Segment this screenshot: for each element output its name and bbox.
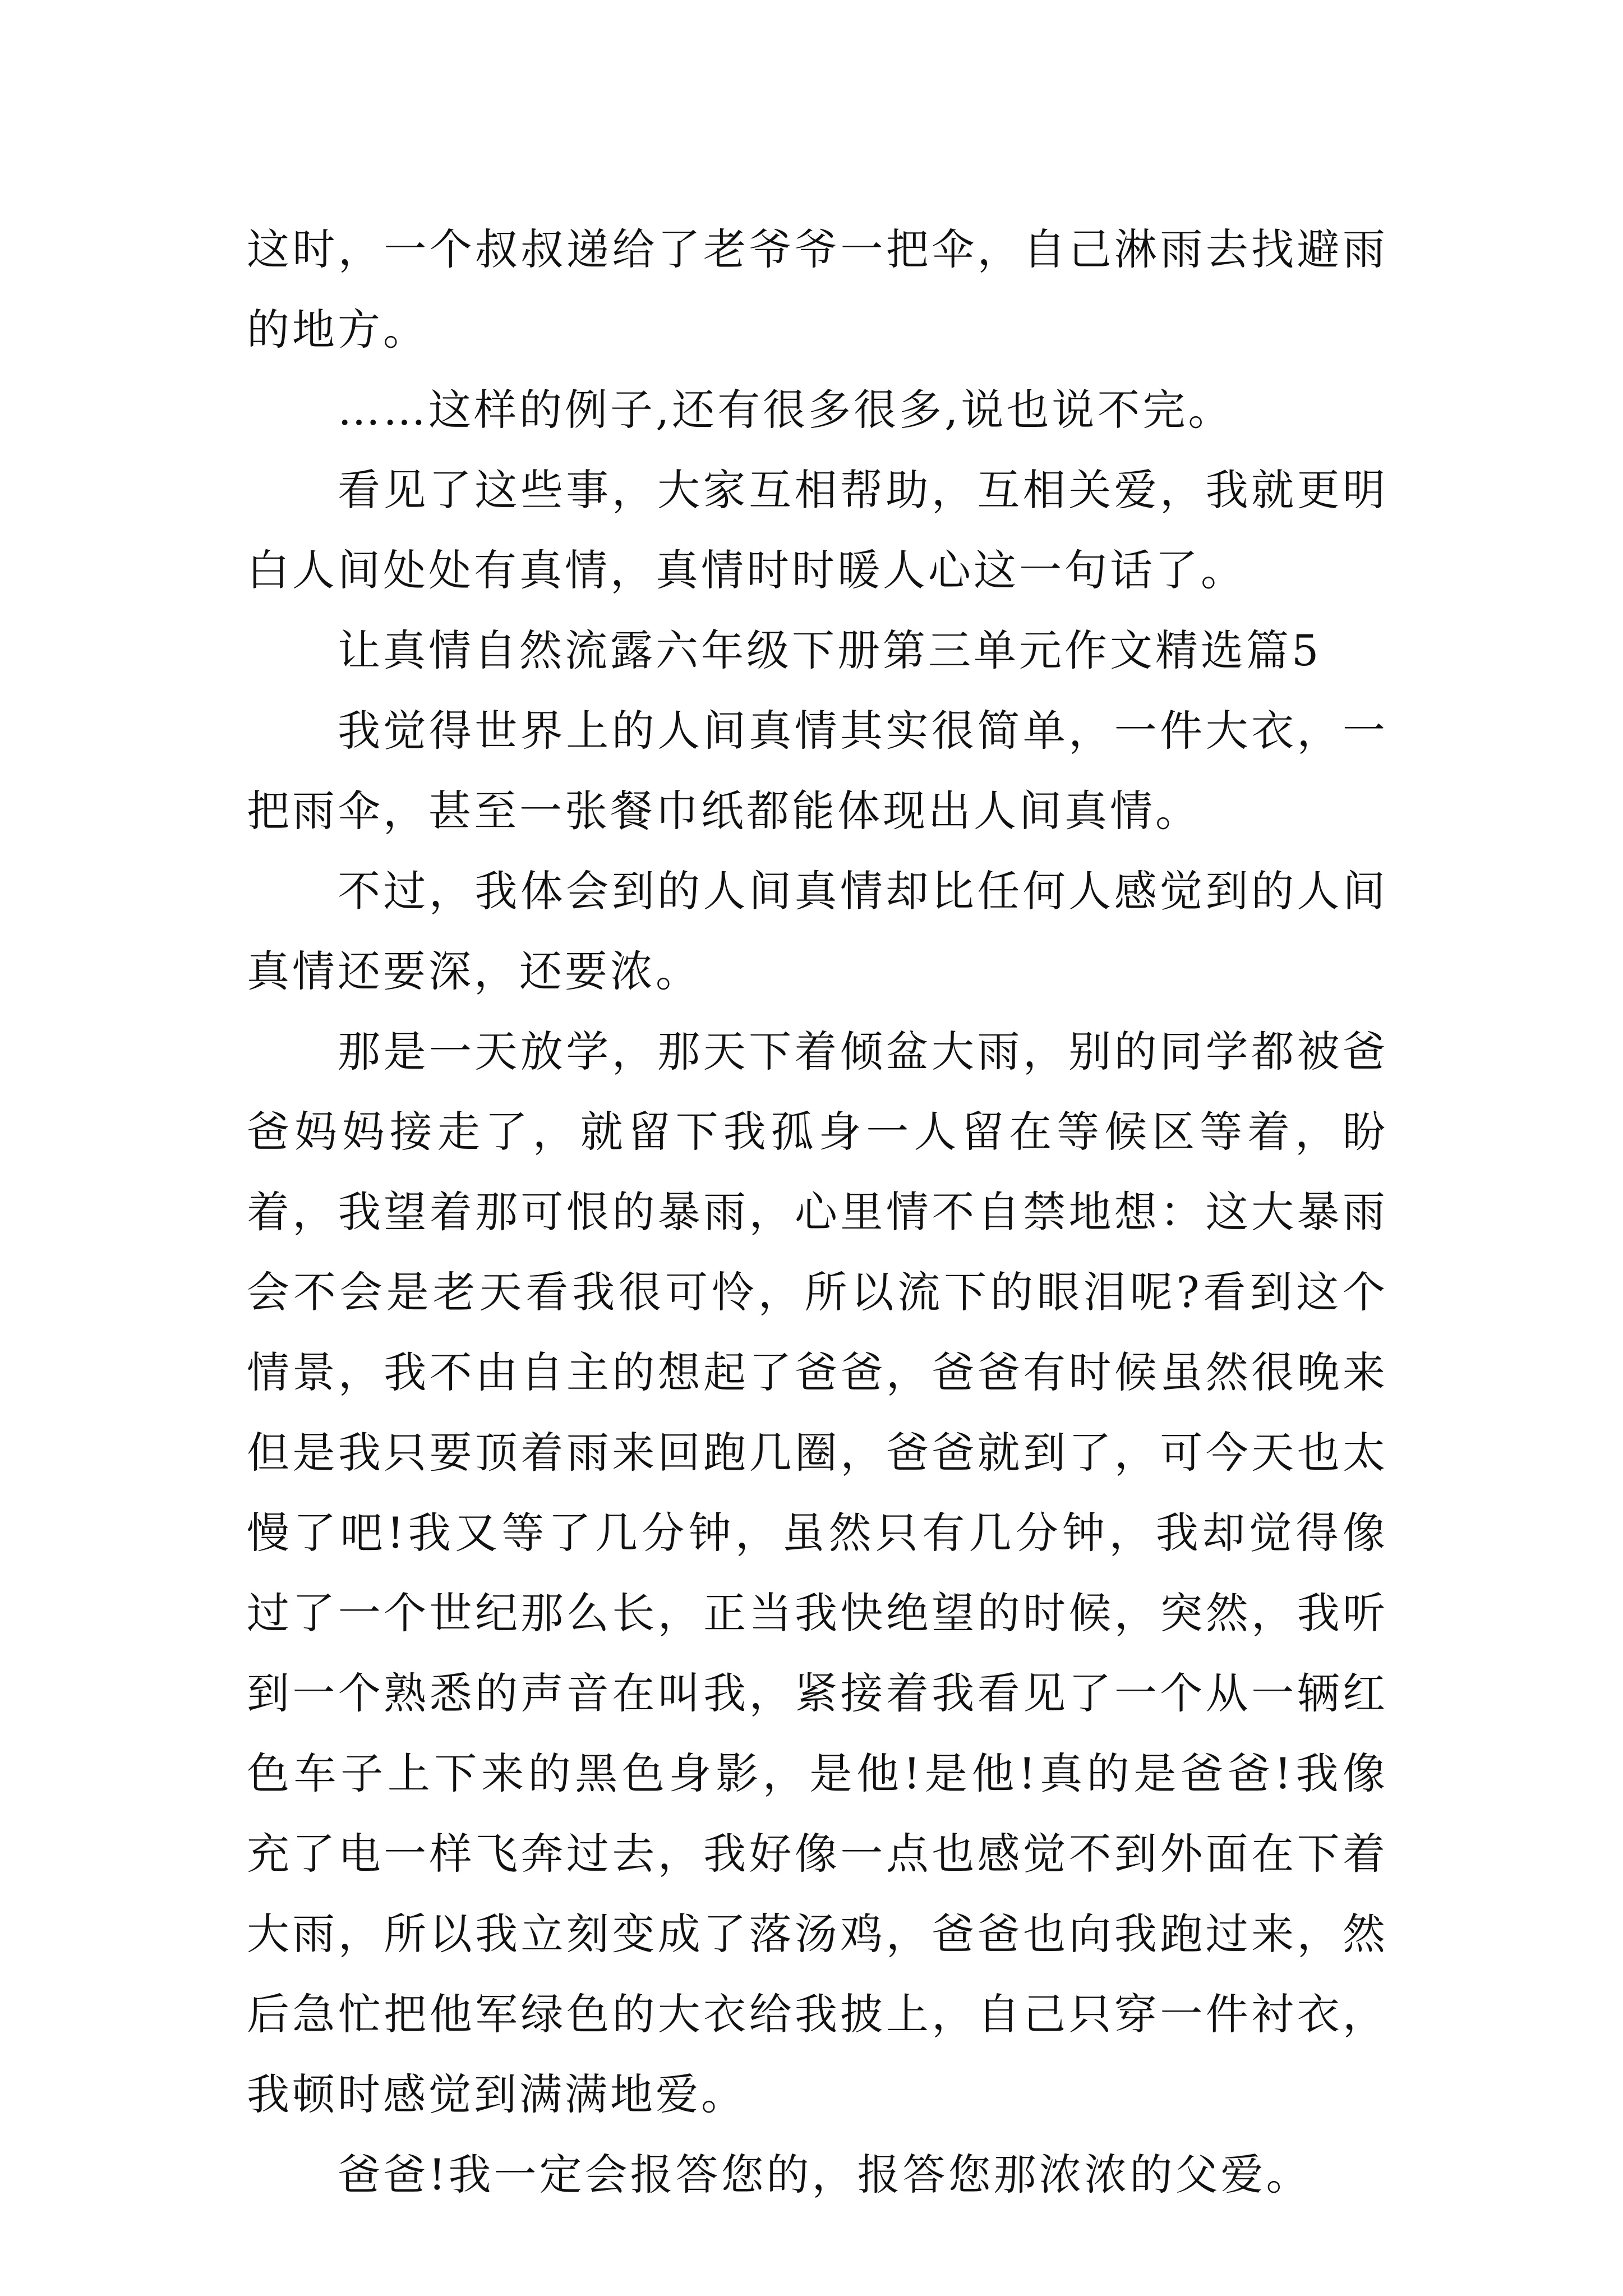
- paragraph: 爸爸!我一定会报答您的，报答您那浓浓的父爱。: [338, 2150, 1312, 2200]
- document-body: [247, 209, 1388, 2215]
- paragraph: 那是一天放学，那天下着倾盆大雨，别的同学都被爸爸妈妈接走了，就留下我孤身一人留在等候区等着，盼着，我望着那可恨的暴雨，心里情不自禁地想：这大暴雨会不会是老天看我很可怜，所以流下的眼泪呢?看到这个情景，我不由自主的想起了爸爸，爸爸有时候虽然很晚来但是我只要顶着雨来回跑几圈，爸爸就到了，可今天也太慢了吧!我又等了几分钟，虽然只有几分钟，我却觉得像过了一个世纪那么长，正当我快绝望的时候，突然，我听到一个熟悉的声音在叫我，紧接着我看见了一个从一辆红色车子上下来的黑色身影，是他!是他!真的是爸爸!我像充了电一样飞奔过去，我好像一点也感觉不到外面在下着大雨，所以我立刻变成了落汤鸡，爸爸也向我跑过来，然后急忙把他军绿色的大衣给我披上，自己只穿一件衬衣，我顿时感觉到满满地爱。: [247, 1027, 1388, 2119]
- paragraph: 这时，一个叔叔递给了老爷爷一把伞，自己淋雨去找避雨的地方。: [247, 224, 1388, 355]
- paragraph: ……这样的例子,还有很多很多,说也说不完。: [338, 385, 1234, 435]
- paragraph: 不过，我体会到的人间真情却比任何人感觉到的人间真情还要深，还要浓。: [247, 866, 1388, 996]
- paragraph: 看见了这些事，大家互相帮助，互相关爱，我就更明白人间处处有真情，真情时时暖人心这一句话了。: [247, 465, 1388, 595]
- section-heading: 让真情自然流露六年级下册第三单元作文精选篇5: [338, 625, 1322, 675]
- paragraph: 我觉得世界上的人间真情其实很简单，一件大衣，一把雨伞，甚至一张餐巾纸都能体现出人间真情。: [247, 706, 1388, 836]
